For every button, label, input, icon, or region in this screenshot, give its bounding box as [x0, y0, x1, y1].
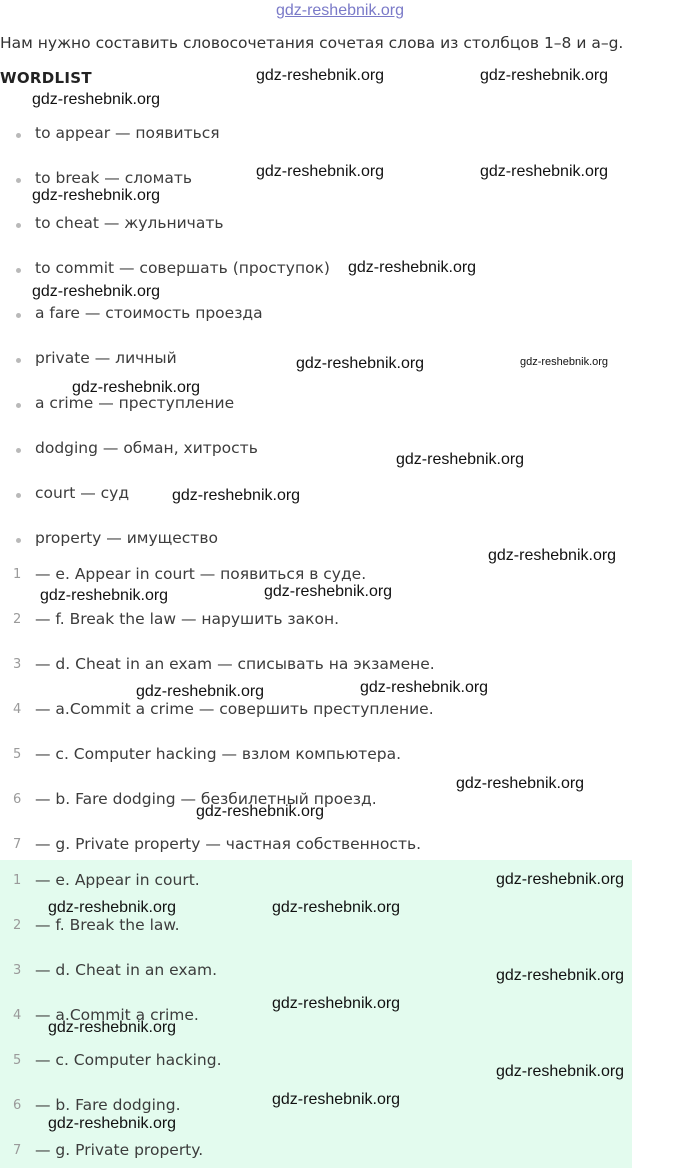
task-intro: Нам нужно составить словосочетания сочетая слова из столбцов 1–8 и a–g.: [0, 34, 624, 52]
watermark: gdz-reshebnik.org: [136, 683, 265, 700]
watermark: gdz-reshebnik.org: [272, 1091, 401, 1108]
bullet-icon: [16, 133, 21, 138]
watermark: gdz-reshebnik.org: [256, 163, 385, 180]
watermark: gdz-reshebnik.org: [48, 1115, 177, 1132]
bullet-icon: [16, 448, 21, 453]
watermark: gdz-reshebnik.org: [496, 967, 625, 984]
watermark: gdz-reshebnik.org: [360, 679, 489, 696]
wordlist-heading: WORDLIST: [0, 69, 92, 87]
watermark: gdz-reshebnik.org: [40, 587, 169, 604]
watermark: gdz-reshebnik.org: [480, 67, 609, 84]
watermark: gdz-reshebnik.org: [456, 775, 585, 792]
watermark: gdz-reshebnik.org: [396, 451, 525, 468]
watermark: gdz-reshebnik.org: [196, 803, 325, 820]
bullet-icon: [16, 358, 21, 363]
bullet-icon: [16, 313, 21, 318]
watermark: gdz-reshebnik.org: [48, 1019, 177, 1036]
watermark: gdz-reshebnik.org: [496, 1063, 625, 1080]
watermark: gdz-reshebnik.org: [480, 163, 609, 180]
watermark: gdz-reshebnik.org: [272, 899, 401, 916]
watermark: gdz-reshebnik.org: [520, 356, 609, 368]
watermark: gdz-reshebnik.org: [32, 91, 161, 108]
bullet-icon: [16, 223, 21, 228]
watermark: gdz-reshebnik.org: [48, 899, 177, 916]
watermark: gdz-reshebnik.org: [264, 583, 393, 600]
watermark: gdz-reshebnik.org: [256, 67, 385, 84]
site-link[interactable]: gdz-reshebnik.org: [275, 2, 405, 19]
watermark: gdz-reshebnik.org: [32, 187, 161, 204]
watermark: gdz-reshebnik.org: [296, 355, 425, 372]
watermark: gdz-reshebnik.org: [72, 379, 201, 396]
watermark: gdz-reshebnik.org: [32, 283, 161, 300]
bullet-icon: [16, 268, 21, 273]
watermark: gdz-reshebnik.org: [496, 871, 625, 888]
watermark: gdz-reshebnik.org: [348, 259, 477, 276]
bullet-icon: [16, 403, 21, 408]
watermark: gdz-reshebnik.org: [488, 547, 617, 564]
bullet-icon: [16, 538, 21, 543]
watermark: gdz-reshebnik.org: [172, 487, 301, 504]
bullet-icon: [16, 493, 21, 498]
watermark: gdz-reshebnik.org: [272, 995, 401, 1012]
bullet-icon: [16, 178, 21, 183]
